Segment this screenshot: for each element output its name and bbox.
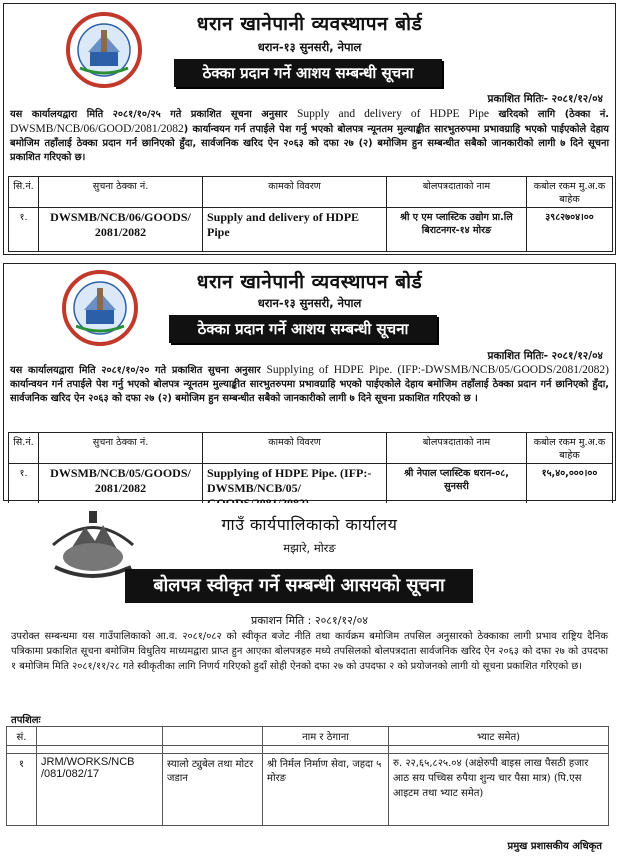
org-name: धरान खानेपानी व्यवस्थापन बोर्ड bbox=[196, 271, 423, 293]
org-address: धरान-१३ सुनसरी, नेपाल bbox=[257, 296, 362, 310]
tapsil-label: तपशिलः bbox=[11, 715, 41, 726]
col-header-description bbox=[163, 727, 263, 746]
col-header-amount: भ्याट समेत) bbox=[389, 727, 609, 746]
notice-body bbox=[10, 363, 609, 406]
cell-bidder: श्री ए एम प्लास्टिक उद्योग प्रा.लि बिराटनगर-१४ मोरङ bbox=[387, 208, 527, 252]
office-name: गाउँ कार्यपालिकाको कार्यालय bbox=[221, 515, 398, 534]
col-header-amount: कबोल रकम मु.अ.क बाहेक bbox=[527, 177, 613, 208]
col-header-bidder: बोलपत्रदाताको नाम bbox=[387, 177, 527, 208]
notice-dwsmb-05 bbox=[3, 263, 616, 501]
body-text-part: ) कार्यान्वयन गर्न तपाईले पेश गर्नु भएको बोलपत्र न्यूनतम मुल्याङ्कीत सारभुतरुपमा प्रभावग्राहि भएको पाईएकोले देहाय बमोजिम तहाँलाई ठेक्का प्रदान गर्न छानिएको हुँदा, सार्वजनिक खरिद ऐन २०६३ को दफा २७ (२) बमोजिम हुन सम्बन्धीत सबैको जानकारीको लागी ७ दिने सूचना प्रकाशित गरिएको छ। bbox=[10, 124, 609, 163]
cell-bidder: श्री निर्मल निर्माण सेवा, जहदा ५ मोरङ bbox=[263, 754, 389, 826]
cell-contract-no: DWSMB/NCB/05/GOODS/ 2081/2082 bbox=[39, 464, 203, 514]
table-header-row bbox=[7, 727, 609, 746]
body-latin-text: Supplying of HDPE Pipe. (IFP:-DWSMB/NCB/05/GOODS/2081/2082) bbox=[266, 364, 609, 376]
body-latin-text: DWSMB/NCB/06/GOOD/2081/2082 bbox=[10, 123, 184, 135]
cell-amount: ३९८२७०४।०० bbox=[527, 208, 613, 252]
cell-bidder: श्री नेपाल प्लास्टिक धरान-०८, सुनसरी bbox=[387, 464, 527, 514]
signature-title: प्रमुख प्रशासकीय अधिकृत bbox=[507, 841, 602, 852]
cell-amount: रु. २२,६५,८२५.०४ (अक्षेरुपी बाइस लाख पैसठी हजार आठ सय पच्चिस रुपैया शुन्य चार पैसा मात्र) (पि.एस आइटम तथा भ्याट समेत) bbox=[389, 754, 609, 826]
table-row bbox=[7, 754, 609, 826]
cell-sn: १. bbox=[9, 464, 39, 514]
table-header-row bbox=[9, 177, 613, 208]
notice-dwsmb-06 bbox=[3, 3, 616, 255]
publish-date: प्रकाशित मितिः- २०८१/१२/०४ bbox=[487, 93, 603, 105]
notice-body: उपरोक्त सम्बन्धमा यस गाउँपालिकाको आ.व. २०८१/०८२ को स्वीकृत बजेट नीति तथा कार्यक्रम बमोजिम तपसिल अनुसारको ठेक्काका लागी प्रभाव राष्ट्रिय दैनिक पत्रिकामा प्रकाशित सूचना बमोजिम विधुतिय माध्यमद्वारा प्राप्त हुन आएका बोलपत्रहरु मध्ये तपसिलको बोलपत्रदाता सार्वजनिक खरिद ऐन २०६३ को दफा २७ को उपदफा १ बमोजिम मिति २०८१/११/२८ गते स्वीकृतीका लागि निणर्य गरिएको हुदाँ सोही ऐनको दफा २७ को उपदफा २ को प्रयोजनको लागी यो सूचना प्रकाशित गरिएको छ। bbox=[11, 631, 608, 672]
body-text-part: खरिदको लागि (ठेक्का नं. bbox=[488, 109, 609, 120]
body-text-part: यस कार्यालयद्वारा मिति २०८१/१०/२५ गते प्रकाशित सूचना अनुसार bbox=[10, 109, 297, 120]
contract-table bbox=[8, 432, 613, 514]
table-row bbox=[9, 208, 613, 252]
publish-date: प्रकाशित मितिः- २०८१/१२/०४ bbox=[487, 350, 603, 362]
org-name: धरान खानेपानी व्यवस्थापन बोर्ड bbox=[196, 13, 423, 35]
contract-table bbox=[8, 176, 613, 252]
col-header-bidder: बोलपत्रदाताको नाम bbox=[387, 433, 527, 464]
cell-description: स्यालो ट्युबेल तथा मोटर जडान bbox=[163, 754, 263, 826]
cell-contract-no: DWSMB/NCB/06/GOODS/ 2081/2082 bbox=[39, 208, 203, 252]
body-text-part: यस कार्यालयद्वारा मिति २०८१/१०/२० गते प्रकाशित सुचना अनुसार bbox=[10, 365, 267, 376]
cell-sn: १ bbox=[7, 754, 37, 826]
contract-table bbox=[6, 726, 609, 826]
col-header-sn: सि.नं. bbox=[9, 177, 39, 208]
col-header-description: कामको विवरण bbox=[203, 433, 387, 464]
col-header-bidder: नाम र ठेगाना bbox=[263, 727, 389, 746]
body-text-part: कार्यान्वयन गर्न तपाईले पेश गर्नु भएको बोलपत्र न्यूनतम मुल्याङ्कीत सारभुतरुपमा प्रभावग्राहि भएको पाईएकोले देहाय बमोजिम तहाँलाई ठेक्का प्रदान गर्न छानिएको हुँदा, सार्वजनिक खरिद ऐन २०६३ को दफा २७ (२) बमोजिम हुन सम्बन्धीत सबैको जानकारीको लागी ७ दिने सूचना प्रकाशित गरिएको छ । bbox=[10, 379, 609, 404]
notice-banner: ठेक्का प्रदान गर्ने आशय सम्बन्धी सूचना bbox=[169, 315, 437, 343]
col-header-description: कामको विवरण bbox=[203, 177, 387, 208]
org-address: धरान-१३ सुनसरी, नेपाल bbox=[257, 40, 362, 54]
col-header-contract-no: सुचना ठेक्का नं. bbox=[39, 177, 203, 208]
notice-banner: बोलपत्र स्वीकृत गर्ने सम्बन्धी आसयको सूचना bbox=[125, 569, 473, 603]
col-header-amount: कबोल रकम मु.अ.क बाहेक bbox=[527, 433, 613, 464]
body-latin-text: Supply and delivery of HDPE Pipe bbox=[296, 108, 489, 120]
col-header-contract-no bbox=[37, 727, 163, 746]
table-header-row bbox=[9, 433, 613, 464]
notice-banner: ठेक्का प्रदान गर्ने आशय सम्बन्धी सूचना bbox=[174, 59, 442, 87]
office-address: मझारे, मोरङ bbox=[283, 541, 336, 555]
col-header-sn: सि.नं. bbox=[9, 433, 39, 464]
cell-description: Supply and delivery of HDPE Pipe bbox=[203, 208, 387, 252]
col-header-contract-no: सुचना ठेक्का नं. bbox=[39, 433, 203, 464]
notice-body bbox=[10, 107, 609, 165]
table-spacer-row bbox=[7, 746, 609, 754]
publish-date: प्रकाशन मिति : २०८१/१२/०४ bbox=[250, 614, 369, 627]
cell-amount: १५,४०,०००।०० bbox=[527, 464, 613, 514]
cell-description: Supplying of HDPE Pipe. (IFP:-DWSMB/NCB/05/ bbox=[203, 464, 387, 514]
col-header-sn: सं. bbox=[7, 727, 37, 746]
cell-contract-no: JRM/WORKS/NCB /081/082/17 bbox=[37, 754, 163, 826]
cell-sn: १. bbox=[9, 208, 39, 252]
notice-rural-municipality bbox=[3, 503, 616, 853]
